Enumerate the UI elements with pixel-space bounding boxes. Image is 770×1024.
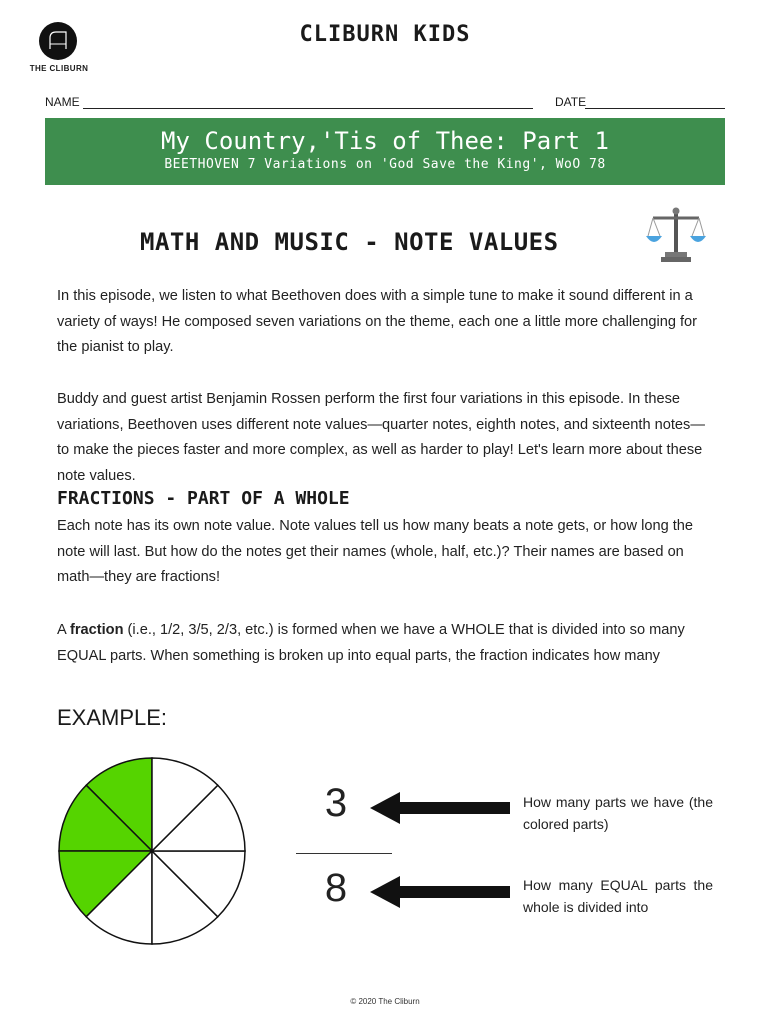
left-arrow-icon [370,790,515,826]
fraction-term: fraction [69,622,124,638]
intro-paragraph-2: Buddy and guest artist Benjamin Rossen perform the first four variations in this episode. In these variations, Beethoven uses different note values—quarter notes, eighth notes, and sixteenth notes—to make the pieces faster and more complex, as well as harder to play! Let's learn more about these note values. [57,391,705,484]
episode-subtitle: BEETHOVEN 7 Variations on 'God Save the King', WoO 78 [164,157,606,172]
fractions-title: FRACTIONS - PART OF A WHOLE [57,488,350,509]
numerator-note: How many parts we have (the colored parts) [523,794,713,832]
numerator: 3 [324,781,348,825]
date-field[interactable] [585,96,725,109]
episode-title: My Country,'Tis of Thee: Part 1 [161,127,609,155]
fraction-bar [296,853,392,854]
fraction-pie [57,756,247,946]
example-label: EXAMPLE: [57,705,168,730]
balance-scale-icon [645,206,707,264]
section-title: MATH AND MUSIC - NOTE VALUES [140,228,559,256]
date-label: DATE [555,95,587,109]
name-label: NAME [45,95,80,109]
name-field[interactable] [83,96,533,109]
footer-copyright: © 2020 The Cliburn [350,997,420,1006]
denominator: 8 [324,866,348,910]
logo-text: THE CLIBURN [29,64,89,73]
episode-banner [45,118,725,185]
fractions-paragraph-2: A fraction (i.e., 1/2, 3/5, 2/3, etc.) is formed when we have a WHOLE that is divided into so many EQUAL parts. When something is broken up into equal parts, the fraction indicates how many [57,622,685,664]
brand-title: CLIBURN KIDS [299,22,471,47]
left-arrow-icon [370,874,515,910]
denominator-note: How many EQUAL parts the whole is divided into [523,877,713,915]
fractions-paragraph-1: Each note has its own note value. Note values tell us how many beats a note gets, or how long the note will last. But how do the notes get their names (whole, half, etc.)? Their names are based on math—they are fractions! [57,518,694,586]
intro-paragraph-1: In this episode, we listen to what Beethoven does with a simple tune to make it sound different in a variety of ways! He composed seven variations on the theme, each one a little more challenging for the pianist to play. [57,288,698,356]
